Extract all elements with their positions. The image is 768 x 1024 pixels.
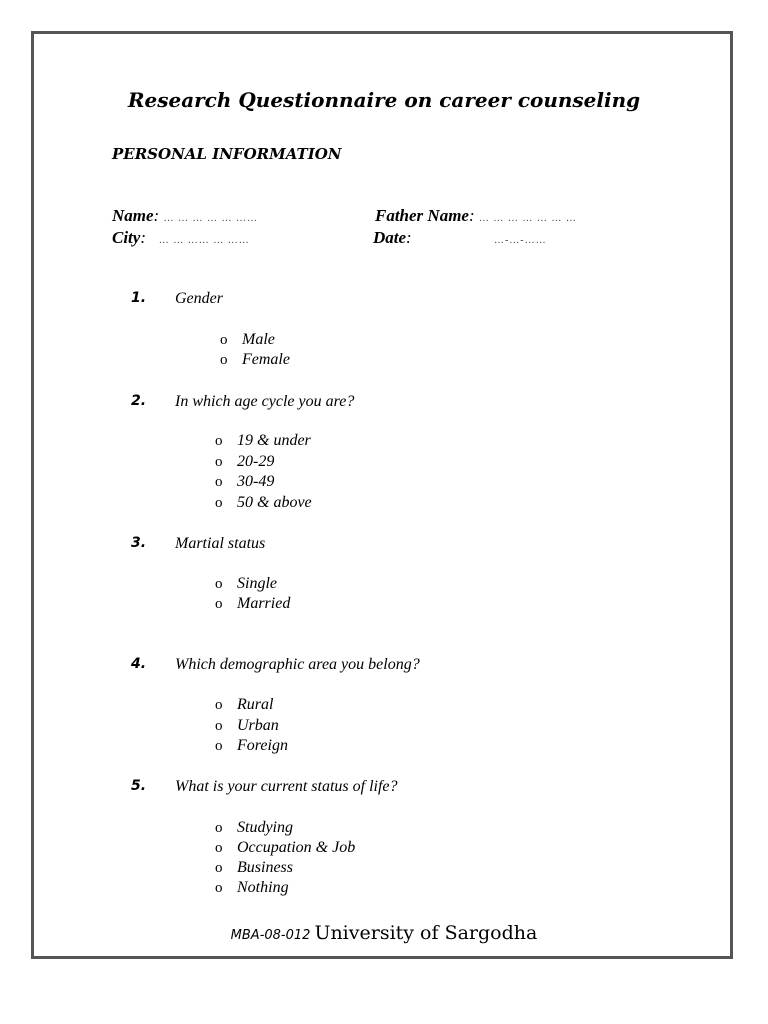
option-business[interactable]: o Business bbox=[215, 859, 293, 876]
option-50-above[interactable]: o 50 & above bbox=[215, 494, 312, 511]
option-19-under[interactable]: o 19 & under bbox=[215, 432, 311, 449]
question-number: 1. bbox=[131, 290, 147, 306]
question-number: 4. bbox=[131, 656, 147, 672]
option-30-49[interactable]: o 30-49 bbox=[215, 473, 275, 490]
option-urban[interactable]: o Urban bbox=[215, 717, 279, 734]
radio-circle-icon: o bbox=[215, 820, 223, 836]
radio-circle-icon: o bbox=[215, 596, 223, 612]
name-field: Name: … … … … … …… bbox=[112, 206, 258, 225]
father-name-blank: … … … … … … … bbox=[478, 213, 577, 224]
option-married[interactable]: o Married bbox=[215, 595, 291, 612]
radio-circle-icon: o bbox=[220, 332, 228, 348]
option-studying[interactable]: o Studying bbox=[215, 819, 293, 836]
question-number: 5. bbox=[131, 778, 147, 794]
question-text: Which demographic area you belong? bbox=[175, 656, 420, 673]
question-number: 3. bbox=[131, 535, 147, 551]
date-blank: …-…-…… bbox=[493, 235, 547, 246]
question-text: In which age cycle you are? bbox=[175, 393, 355, 410]
page-footer bbox=[0, 922, 768, 944]
option-nothing[interactable]: o Nothing bbox=[215, 879, 289, 896]
city-field: City: … … …… … …… bbox=[112, 228, 250, 247]
option-male[interactable]: o Male bbox=[220, 331, 275, 348]
question-text: What is your current status of life? bbox=[175, 778, 398, 795]
radio-circle-icon: o bbox=[215, 718, 223, 734]
option-single[interactable]: o Single bbox=[215, 575, 277, 592]
date-field: Date: …-…-…… bbox=[373, 228, 547, 247]
radio-circle-icon: o bbox=[215, 860, 223, 876]
radio-circle-icon: o bbox=[215, 495, 223, 511]
question-text: Martial status bbox=[175, 535, 266, 552]
radio-circle-icon: o bbox=[215, 433, 223, 449]
radio-circle-icon: o bbox=[220, 352, 228, 368]
radio-circle-icon: o bbox=[215, 738, 223, 754]
father-name-field: Father Name: … … … … … … … bbox=[375, 206, 577, 225]
option-occupation-job[interactable]: o Occupation & Job bbox=[215, 839, 356, 856]
question-text: Gender bbox=[175, 290, 223, 307]
document-title: Research Questionnaire on career counseling bbox=[127, 88, 641, 112]
section-heading: PERSONAL INFORMATION bbox=[112, 145, 342, 163]
option-foreign[interactable]: o Foreign bbox=[215, 737, 288, 754]
footer-university: University of Sargodha bbox=[314, 922, 538, 944]
footer-code: MBA-08-012 bbox=[230, 928, 311, 943]
radio-circle-icon: o bbox=[215, 576, 223, 592]
option-rural[interactable]: o Rural bbox=[215, 696, 274, 713]
option-female[interactable]: o Female bbox=[220, 351, 290, 368]
page-border bbox=[31, 31, 733, 959]
radio-circle-icon: o bbox=[215, 697, 223, 713]
question-number: 2. bbox=[131, 393, 147, 409]
radio-circle-icon: o bbox=[215, 454, 223, 470]
radio-circle-icon: o bbox=[215, 880, 223, 896]
name-blank: … … … … … …… bbox=[163, 213, 258, 224]
radio-circle-icon: o bbox=[215, 474, 223, 490]
radio-circle-icon: o bbox=[215, 840, 223, 856]
option-20-29[interactable]: o 20-29 bbox=[215, 453, 275, 470]
city-blank: … … …… … …… bbox=[158, 235, 250, 246]
